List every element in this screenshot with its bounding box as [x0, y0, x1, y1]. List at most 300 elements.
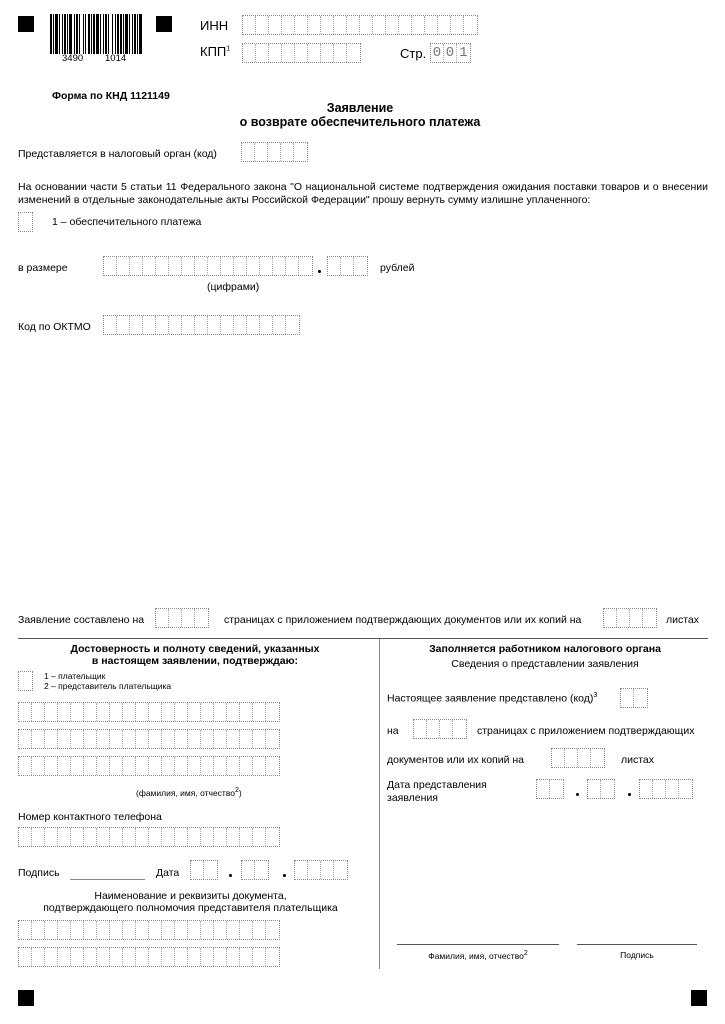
char-cell — [143, 257, 156, 275]
char-cell — [282, 44, 295, 62]
date-label: Дата — [156, 867, 180, 879]
char-cell — [640, 780, 653, 798]
char-cell — [32, 948, 45, 966]
char-cell — [321, 44, 334, 62]
char-cell — [188, 703, 201, 721]
char-cell — [451, 16, 464, 34]
char-cell — [104, 257, 117, 275]
char-cell — [308, 44, 321, 62]
char-cell — [334, 44, 347, 62]
char-cell — [19, 948, 32, 966]
char-cell — [227, 828, 240, 846]
char-cell — [123, 921, 136, 939]
char-cell — [214, 828, 227, 846]
signature-label: Подпись — [18, 867, 60, 879]
char-cell — [149, 730, 162, 748]
inn-field[interactable] — [242, 15, 478, 35]
barcode-bar — [50, 14, 52, 54]
char-cell — [552, 749, 565, 767]
char-cell — [149, 703, 162, 721]
char-cell — [273, 316, 286, 334]
date-separator-2 — [283, 874, 286, 877]
char-cell — [175, 828, 188, 846]
char-cell — [169, 257, 182, 275]
char-cell — [117, 316, 130, 334]
pages-suffix: листах — [666, 614, 700, 626]
char-cell — [214, 921, 227, 939]
char-cell — [242, 861, 255, 879]
inn-label: ИНН — [200, 18, 229, 33]
char-cell — [149, 921, 162, 939]
document-line-1-field[interactable] — [18, 920, 280, 940]
char-cell — [188, 757, 201, 775]
barcode-bar — [83, 14, 84, 54]
payment-type-field[interactable] — [18, 212, 33, 232]
barcode-bar — [85, 14, 86, 54]
char-cell — [97, 921, 110, 939]
char-cell — [110, 730, 123, 748]
char-cell — [175, 921, 188, 939]
char-cell — [227, 921, 240, 939]
char-cell — [550, 780, 563, 798]
signature-line[interactable] — [70, 879, 145, 880]
char-cell — [354, 257, 367, 275]
tax-authority-label: Представляется в налоговый орган (код) — [18, 148, 217, 160]
officer-signature-line[interactable] — [577, 944, 697, 945]
char-cell — [188, 921, 201, 939]
char-cell — [45, 730, 58, 748]
submission-separator-1 — [576, 793, 579, 796]
char-cell — [58, 703, 71, 721]
char-cell — [19, 213, 32, 231]
submission-month-field[interactable] — [587, 779, 615, 799]
sheets-count-field[interactable] — [603, 608, 657, 628]
char-cell — [269, 16, 282, 34]
char-cell — [321, 16, 334, 34]
char-cell — [71, 757, 84, 775]
signer-type-field[interactable] — [18, 671, 33, 691]
char-cell — [58, 921, 71, 939]
char-cell — [266, 948, 279, 966]
barcode-bar — [64, 14, 66, 54]
char-cell — [427, 720, 440, 738]
char-cell — [425, 16, 438, 34]
submission-year-field[interactable] — [639, 779, 693, 799]
fio-line-3-field[interactable] — [18, 756, 280, 776]
form-title: Заявление о возврате обеспечительного платежа — [239, 101, 481, 129]
char-cell — [195, 609, 208, 627]
char-cell — [266, 757, 279, 775]
barcode-bar — [91, 14, 92, 54]
char-cell — [175, 948, 188, 966]
officer-pages-field[interactable] — [413, 719, 467, 739]
char-cell — [240, 703, 253, 721]
barcode-bar — [105, 14, 107, 54]
char-cell — [453, 720, 466, 738]
corner-marker-top-left — [18, 16, 34, 32]
char-cell — [537, 780, 550, 798]
char-cell — [19, 730, 32, 748]
barcode-bar — [59, 14, 60, 54]
char-cell — [604, 609, 617, 627]
barcode-bar — [76, 14, 78, 54]
char-cell — [45, 921, 58, 939]
barcode-bar — [120, 14, 122, 54]
fio-line-2-field[interactable] — [18, 729, 280, 749]
amount-kopecks-field[interactable] — [327, 256, 368, 276]
fio-line-1-field[interactable] — [18, 702, 280, 722]
submission-date-label: Дата представления заявления — [387, 779, 487, 804]
char-cell — [201, 757, 214, 775]
barcode-bar — [93, 14, 95, 54]
char-cell — [110, 703, 123, 721]
char-cell — [273, 257, 286, 275]
char-cell — [110, 828, 123, 846]
char-cell — [328, 257, 341, 275]
char-cell — [588, 780, 601, 798]
char-cell — [97, 757, 110, 775]
char-cell — [58, 948, 71, 966]
char-cell — [19, 703, 32, 721]
amount-hint: (цифрами) — [207, 281, 260, 293]
char-cell — [156, 316, 169, 334]
char-cell — [175, 757, 188, 775]
barcode-bar — [115, 14, 116, 54]
barcode-bar — [137, 14, 138, 54]
char-cell — [32, 828, 45, 846]
char-cell — [149, 828, 162, 846]
char-cell — [162, 828, 175, 846]
submission-method-field[interactable] — [620, 688, 648, 708]
confirm-title: Достоверность и полноту сведений, указанных в настоящем заявлении, подтверждаю: — [70, 643, 320, 667]
oktmo-label: Код по ОКТМО — [18, 321, 91, 333]
submission-separator-2 — [628, 793, 631, 796]
char-cell — [110, 921, 123, 939]
phone-label: Номер контактного телефона — [18, 811, 162, 823]
officer-signature-label: Подпись — [620, 950, 654, 960]
char-cell — [110, 948, 123, 966]
char-cell — [201, 730, 214, 748]
char-cell — [255, 861, 268, 879]
char-cell — [214, 948, 227, 966]
char-cell — [32, 757, 45, 775]
document-line-2-field[interactable] — [18, 947, 280, 967]
submission-day-field[interactable] — [536, 779, 564, 799]
tax-officer-title: Заполняется работником налогового органа — [429, 643, 661, 655]
payment-type-option-1: 1 – обеспечительного платежа — [52, 216, 202, 228]
char-cell — [294, 143, 307, 161]
on-label: на — [387, 725, 399, 737]
barcode-bar — [74, 14, 75, 54]
char-cell — [269, 44, 282, 62]
char-cell — [45, 828, 58, 846]
char-cell — [266, 730, 279, 748]
char-cell — [214, 730, 227, 748]
char-cell — [156, 257, 169, 275]
page-digit: 1 — [459, 45, 468, 61]
pages-count-field[interactable] — [155, 608, 209, 628]
char-cell — [281, 143, 294, 161]
officer-sheets-field[interactable] — [551, 748, 605, 768]
page-number-field[interactable] — [430, 43, 471, 63]
char-cell — [621, 689, 634, 707]
kpp-label: КПП$^1$ — [200, 44, 231, 59]
submitted-label: Настоящее заявление представлено (код)$^3$ — [387, 692, 598, 705]
char-cell — [162, 730, 175, 748]
char-cell — [201, 703, 214, 721]
char-cell — [169, 316, 182, 334]
barcode — [50, 14, 142, 54]
char-cell — [260, 257, 273, 275]
char-cell — [188, 730, 201, 748]
char-cell — [204, 861, 217, 879]
char-cell — [195, 257, 208, 275]
char-cell — [182, 257, 195, 275]
fio-hint: (фамилия, имя, отчество$^2$) — [136, 787, 242, 798]
char-cell — [243, 16, 256, 34]
tax-authority-code-field[interactable] — [241, 142, 308, 162]
char-cell — [653, 780, 666, 798]
barcode-bar — [125, 14, 128, 54]
char-cell — [221, 257, 234, 275]
char-cell — [240, 828, 253, 846]
barcode-number-right: 1014 — [105, 53, 127, 64]
date-day-field[interactable] — [190, 860, 218, 880]
barcode-bar — [108, 14, 109, 54]
date-year-field[interactable] — [294, 860, 348, 880]
char-cell — [286, 257, 299, 275]
char-cell — [253, 730, 266, 748]
char-cell — [360, 16, 373, 34]
decimal-separator — [318, 270, 321, 273]
char-cell — [136, 757, 149, 775]
char-cell — [227, 703, 240, 721]
barcode-bar — [139, 14, 142, 54]
char-cell — [679, 780, 692, 798]
char-cell — [240, 921, 253, 939]
char-cell — [117, 257, 130, 275]
char-cell — [123, 948, 136, 966]
char-cell — [347, 44, 360, 62]
char-cell — [84, 757, 97, 775]
char-cell — [617, 609, 630, 627]
signer-option-1: 1 – плательщик — [44, 671, 106, 681]
page-digit: 0 — [444, 44, 457, 62]
char-cell — [156, 609, 169, 627]
char-cell — [414, 720, 427, 738]
amount-label: в размере — [18, 262, 68, 274]
char-cell — [201, 948, 214, 966]
char-cell — [71, 948, 84, 966]
char-cell — [84, 921, 97, 939]
char-cell — [321, 861, 334, 879]
char-cell — [227, 757, 240, 775]
char-cell — [45, 757, 58, 775]
char-cell — [266, 828, 279, 846]
char-cell — [227, 730, 240, 748]
corner-marker-top-right — [156, 16, 172, 32]
char-cell — [208, 316, 221, 334]
char-cell — [130, 316, 143, 334]
char-cell — [71, 828, 84, 846]
officer-fio-line[interactable] — [397, 944, 559, 945]
char-cell — [266, 921, 279, 939]
phone-field[interactable] — [18, 827, 280, 847]
char-cell — [260, 316, 273, 334]
char-cell — [201, 828, 214, 846]
char-cell — [591, 749, 604, 767]
char-cell — [464, 16, 477, 34]
char-cell — [295, 44, 308, 62]
char-cell — [71, 921, 84, 939]
char-cell — [438, 16, 451, 34]
char-cell — [84, 730, 97, 748]
char-cell — [240, 730, 253, 748]
char-cell — [84, 703, 97, 721]
char-cell — [191, 861, 204, 879]
knd-code: Форма по КНД 1121149 — [52, 90, 170, 102]
char-cell — [45, 703, 58, 721]
officer-docs-text: документов или их копий на — [387, 754, 525, 766]
barcode-bar — [55, 14, 58, 54]
char-cell — [32, 703, 45, 721]
char-cell — [188, 828, 201, 846]
barcode-bar — [123, 14, 124, 54]
currency-label: рублей — [380, 262, 415, 274]
column-divider — [379, 639, 380, 969]
char-cell — [97, 703, 110, 721]
char-cell — [123, 703, 136, 721]
char-cell — [175, 703, 188, 721]
char-cell — [643, 609, 656, 627]
char-cell — [227, 948, 240, 966]
char-cell — [373, 16, 386, 34]
char-cell — [84, 828, 97, 846]
char-cell — [123, 757, 136, 775]
char-cell — [266, 703, 279, 721]
char-cell — [182, 316, 195, 334]
char-cell — [253, 757, 266, 775]
amount-rubles-field[interactable] — [103, 256, 313, 276]
char-cell — [234, 257, 247, 275]
char-cell — [214, 703, 227, 721]
barcode-bar — [53, 14, 54, 54]
char-cell — [234, 316, 247, 334]
char-cell — [136, 828, 149, 846]
corner-marker-bottom-right — [691, 990, 707, 1006]
char-cell — [149, 948, 162, 966]
date-separator-1 — [229, 874, 232, 877]
char-cell — [71, 730, 84, 748]
char-cell — [143, 316, 156, 334]
char-cell — [45, 948, 58, 966]
char-cell — [268, 143, 281, 161]
char-cell — [255, 143, 268, 161]
char-cell — [282, 16, 295, 34]
char-cell — [243, 44, 256, 62]
char-cell — [136, 921, 149, 939]
barcode-bar — [117, 14, 119, 54]
basis-text: На основании части 5 статьи 11 Федерального закона "О национальной системе подтверждения ожидания поставки товаров и о внесении изменений в отдельные законодательные акты Российской Федерации" прошу вернуть сумму излишне уплаченного: — [18, 181, 708, 206]
char-cell — [149, 757, 162, 775]
char-cell — [71, 703, 84, 721]
char-cell — [182, 609, 195, 627]
char-cell — [334, 861, 347, 879]
char-cell — [208, 257, 221, 275]
char-cell — [295, 16, 308, 34]
char-cell — [188, 948, 201, 966]
pages-prefix: Заявление составлено на — [18, 614, 145, 626]
char-cell — [32, 921, 45, 939]
pages-middle: страницах с приложением подтверждающих документов или их копий на — [224, 614, 582, 626]
char-cell — [578, 749, 591, 767]
char-cell — [256, 44, 269, 62]
char-cell — [97, 730, 110, 748]
barcode-bar — [96, 14, 99, 54]
barcode-bar — [67, 14, 68, 54]
char-cell — [253, 948, 266, 966]
char-cell — [399, 16, 412, 34]
barcode-bar — [88, 14, 90, 54]
char-cell — [123, 730, 136, 748]
char-cell — [136, 703, 149, 721]
char-cell — [19, 828, 32, 846]
char-cell — [58, 828, 71, 846]
char-cell — [308, 861, 321, 879]
char-cell — [175, 730, 188, 748]
char-cell — [19, 672, 32, 690]
page-digit: 0 — [431, 44, 444, 62]
kpp-field[interactable] — [242, 43, 361, 63]
barcode-bar — [62, 14, 63, 54]
char-cell — [247, 257, 260, 275]
char-cell — [104, 316, 117, 334]
char-cell — [630, 609, 643, 627]
date-month-field[interactable] — [241, 860, 269, 880]
char-cell — [162, 921, 175, 939]
char-cell — [308, 16, 321, 34]
char-cell — [97, 828, 110, 846]
char-cell — [565, 749, 578, 767]
char-cell — [341, 257, 354, 275]
document-title: Наименование и реквизиты документа, подтверждающего полномочия представителя плательщика — [43, 890, 338, 914]
char-cell — [242, 143, 255, 161]
barcode-bar — [69, 14, 72, 54]
char-cell — [169, 609, 182, 627]
char-cell — [253, 828, 266, 846]
char-cell — [32, 730, 45, 748]
barcode-bar — [79, 14, 80, 54]
char-cell — [240, 757, 253, 775]
officer-fio-label: Фамилия, имя, отчество$^2$ — [428, 950, 528, 961]
char-cell — [634, 689, 647, 707]
corner-marker-bottom-left — [18, 990, 34, 1006]
char-cell — [666, 780, 679, 798]
tax-officer-subtitle: Сведения о представлении заявления — [451, 658, 639, 670]
oktmo-field[interactable] — [103, 315, 300, 335]
signer-option-2: 2 – представитель плательщика — [44, 681, 172, 691]
page-label: Стр. — [400, 46, 427, 61]
char-cell — [162, 948, 175, 966]
char-cell — [136, 730, 149, 748]
char-cell — [334, 16, 347, 34]
char-cell — [130, 257, 143, 275]
section-divider — [18, 638, 708, 639]
char-cell — [601, 780, 614, 798]
char-cell — [221, 316, 234, 334]
officer-sheets-label: листах — [621, 754, 655, 766]
char-cell — [214, 757, 227, 775]
